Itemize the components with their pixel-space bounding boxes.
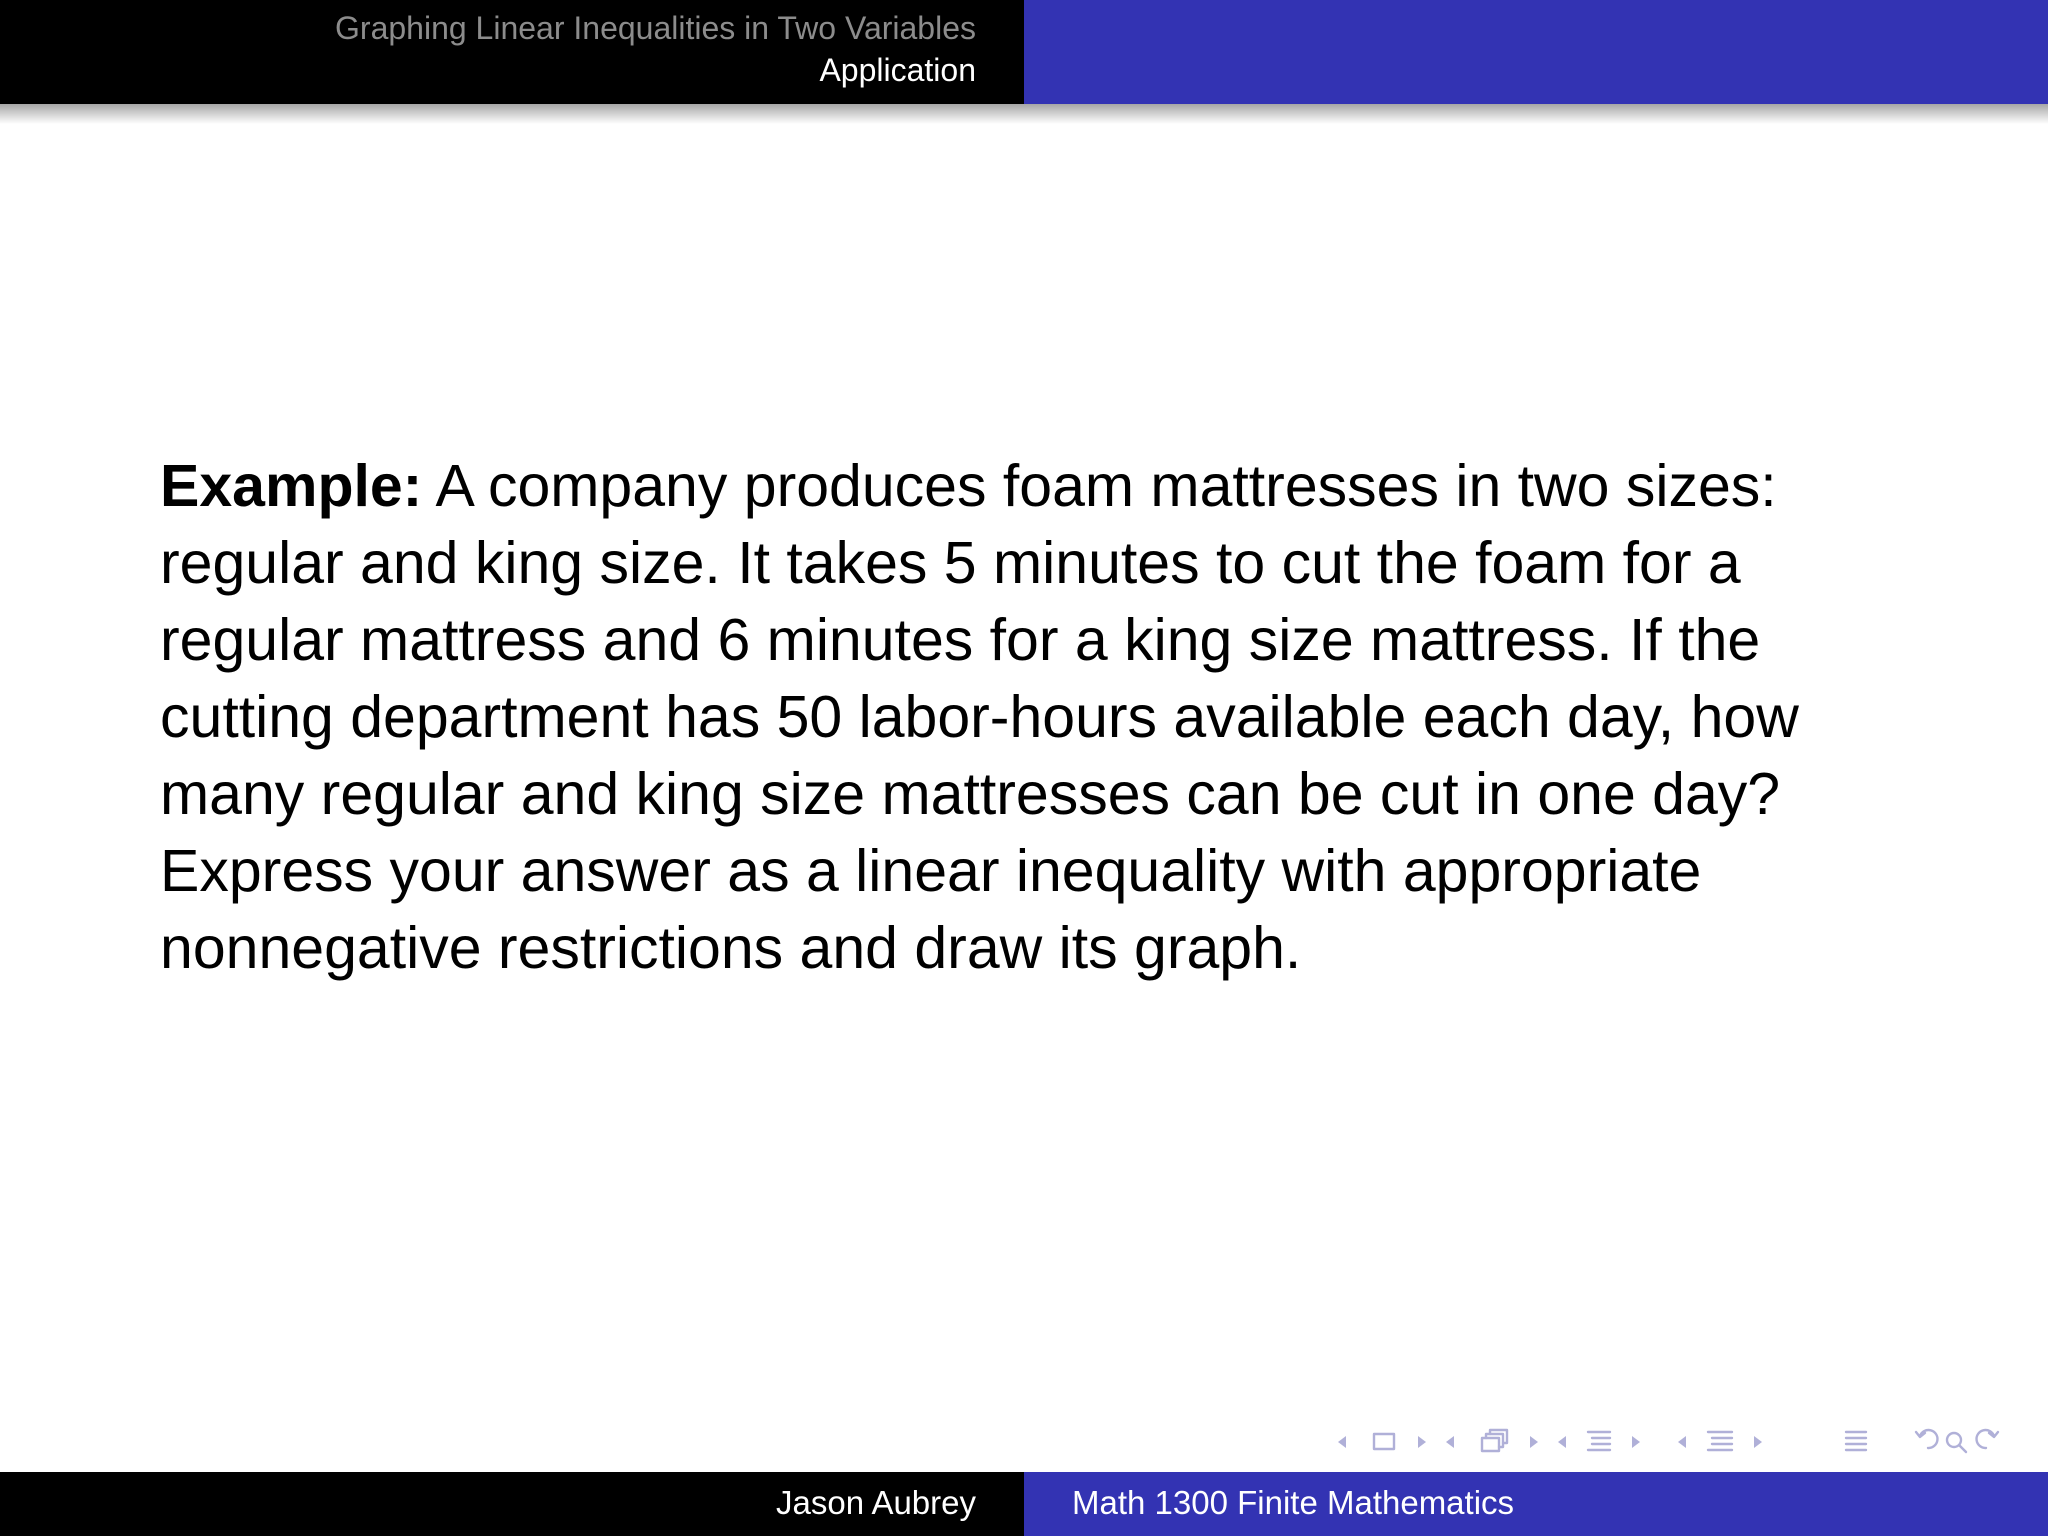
search-icon[interactable] <box>1947 1433 1966 1452</box>
redo-icon[interactable] <box>1977 1430 1998 1448</box>
header-bar <box>0 0 2048 104</box>
frame-icon[interactable] <box>1374 1434 1394 1449</box>
footer-author: Jason Aubrey <box>776 1484 976 1521</box>
header-right-panel <box>1024 0 2048 104</box>
section-title[interactable]: Graphing Linear Inequalities in Two Variables <box>335 10 976 46</box>
example-label: Example: <box>160 453 423 519</box>
section-icon[interactable] <box>1588 1432 1610 1450</box>
arrow-left-icon[interactable] <box>1338 1436 1346 1448</box>
arrow-left-icon[interactable] <box>1678 1436 1686 1448</box>
footer-course: Math 1300 Finite Mathematics <box>1072 1484 1515 1521</box>
header-left-panel <box>0 0 1024 104</box>
arrow-right-icon[interactable] <box>1418 1436 1426 1448</box>
arrow-right-icon[interactable] <box>1632 1436 1640 1448</box>
arrow-right-icon[interactable] <box>1530 1436 1538 1448</box>
subsection-title[interactable]: Application <box>819 52 976 88</box>
undo-icon[interactable] <box>1916 1430 1937 1448</box>
arrow-left-icon[interactable] <box>1558 1436 1566 1448</box>
example-body: A company produces foam mattresses in two sizes: regular and king size. It takes 5 minutes to cut the foam for a regular mattress and 6 minutes for a king size mattress. If the cutting department has 50 labor-hours available each day, how many regular and king size mattresses can be cut in one day? Express your answer as a linear inequality with appropriate nonnegative restrictions and draw its graph. <box>160 453 1799 981</box>
document-icon[interactable] <box>1708 1432 1732 1450</box>
header-shadow <box>0 104 2048 124</box>
navigation-bar <box>1330 1424 2030 1460</box>
footer-bar <box>0 1472 2048 1536</box>
arrow-right-icon[interactable] <box>1754 1436 1762 1448</box>
align-icon[interactable] <box>1846 1432 1866 1450</box>
footer-right-panel <box>1024 1472 2048 1536</box>
footer-left-panel <box>0 1472 1024 1536</box>
arrow-left-icon[interactable] <box>1446 1436 1454 1448</box>
example-text-block <box>160 448 1900 987</box>
subsection-icon[interactable] <box>1482 1430 1507 1451</box>
navigation-symbols <box>1330 1424 2030 1460</box>
